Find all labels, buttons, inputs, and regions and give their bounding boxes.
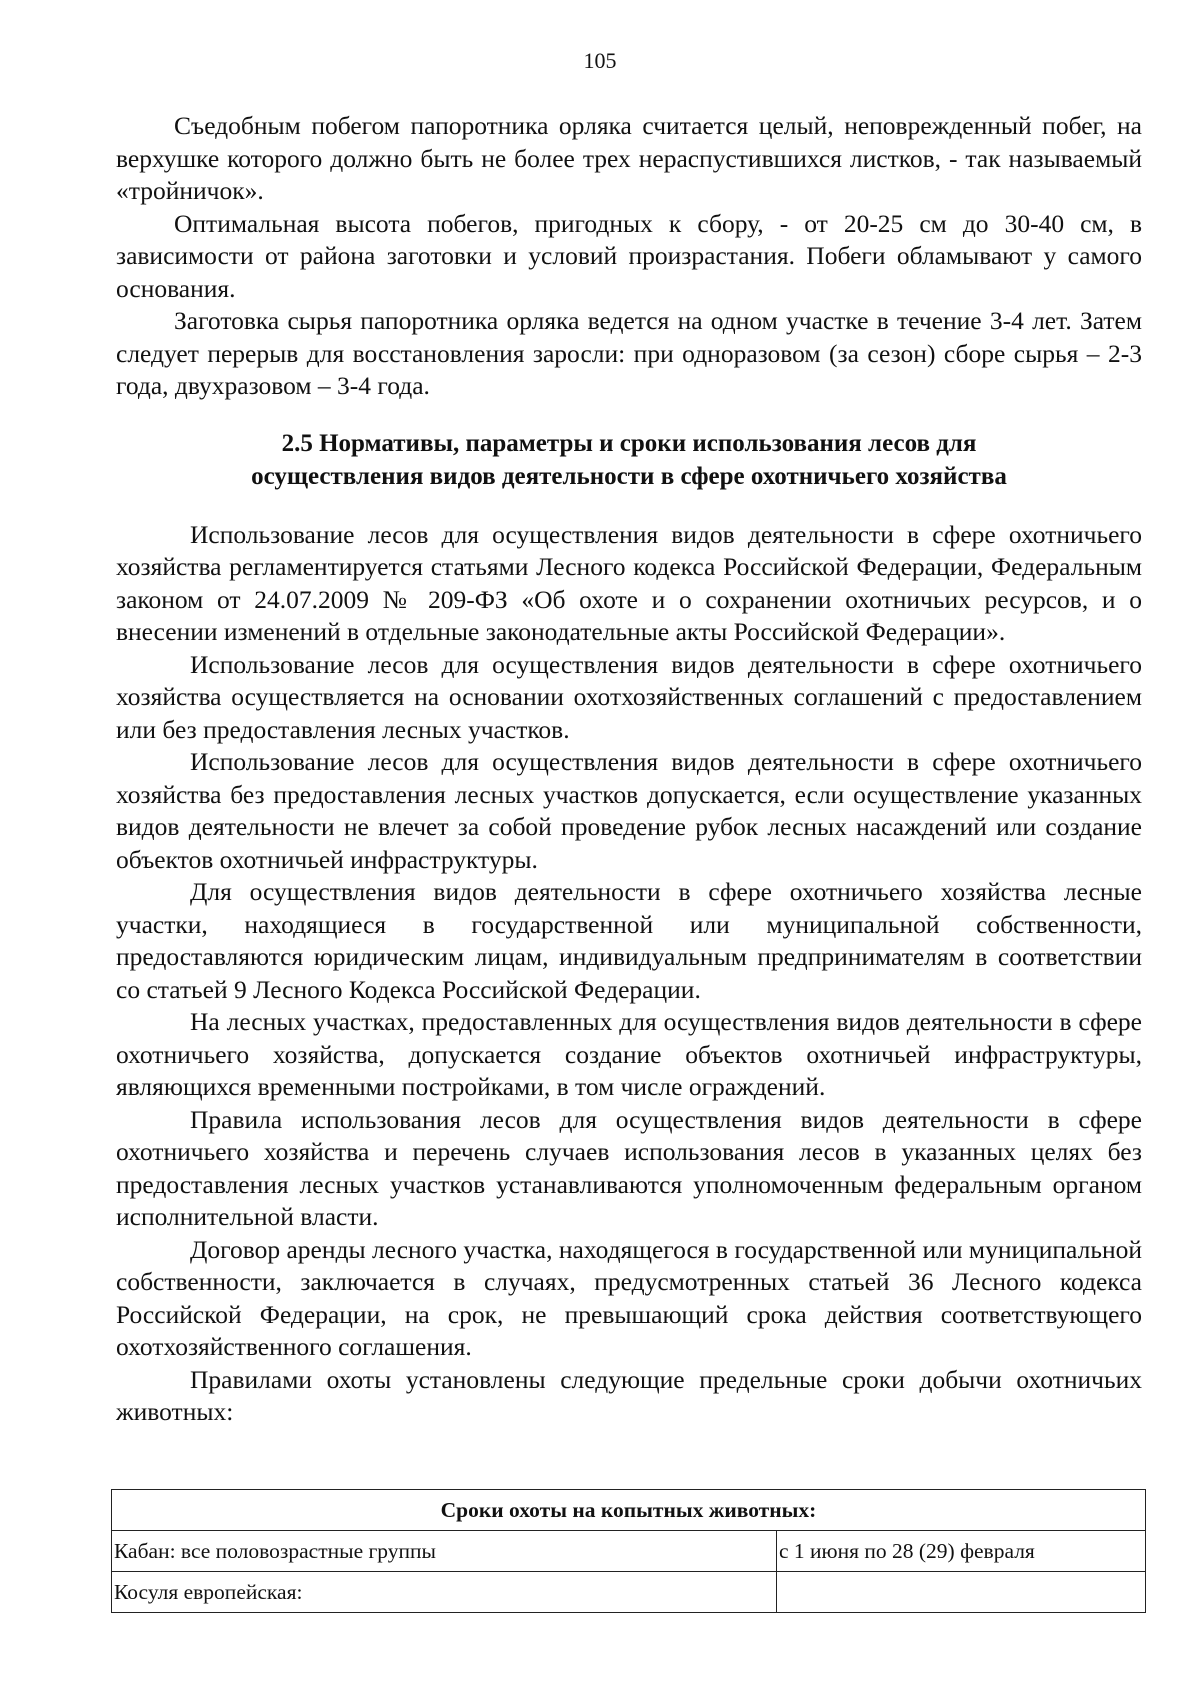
table-row xyxy=(112,1572,1146,1613)
table-cell-period: с 1 июня по 28 (29) февраля xyxy=(777,1531,1146,1572)
paragraph-hunting-terms: Правилами охоты установлены следующие предельные сроки добычи охотничьих животных: xyxy=(116,1364,1142,1426)
table-header-cell: Сроки охоты на копытных животных: xyxy=(112,1490,1146,1531)
paragraph-plots-provision: Для осуществления видов деятельности в сфере охотничьего хозяйства лесные участки, находящиеся в государственной или муниципальной собственности, предоставляются юридическим лицам, индивидуальным предпринимателям в соответствии со статьей 9 Лесного Кодекса Российской Федерации. xyxy=(116,877,1142,1004)
table-cell-animal: Кабан: все половозрастные группы xyxy=(112,1531,777,1572)
paragraph-harvest-cycle: Заготовка сырья папоротника орляка ведется на одном участке в течение 3-4 лет. Затем следует перерыв для восстановления заросли: при одноразовом (за сезон) сборе сырья – 2-3 года, двухразовом – 3-4 года. xyxy=(116,306,1142,400)
paragraph-lease: Договор аренды лесного участка, находящегося в государственной или муниципальной собственности, заключается в случаях, предусмотренных статьей 36 Лесного кодекса Российской Федерации, на срок, не превышающий срока действия соответствующего охотхозяйственного соглашения. xyxy=(116,1234,1142,1361)
paragraph-regulation: Использование лесов для осуществления видов деятельности в сфере охотничьего хозяйства регламентируется статьями Лесного кодекса Российской Федерации, Федеральным законом от 24.07.2009 № 209-ФЗ «Об охоте и о сохранении охотничьих ресурсов, и о внесении изменений в отдельные законодательные акты Российской Федерации». xyxy=(116,519,1142,646)
table-cell-animal: Косуля европейская: xyxy=(112,1572,777,1613)
page-number: 105 xyxy=(583,48,617,73)
paragraph-rules: Правила использования лесов для осуществления видов деятельности в сфере охотничьего хозяйства и перечень случаев использования лесов в указанных целях без предоставления лесных участков устанавливаются уполномоченным федеральным органом исполнительной власти. xyxy=(116,1104,1142,1231)
hunting-terms-table xyxy=(111,1489,1146,1613)
table-header-row xyxy=(112,1490,1146,1531)
paragraph-fern-shoot: Съедобным побегом папоротника орляка считается целый, неповрежденный побег, на верхушке которого должно быть не более трех нераспустившихся листков, - так называемый «тройничок». xyxy=(116,111,1142,205)
paragraph-infrastructure: На лесных участках, предоставленных для осуществления видов деятельности в сфере охотничьего хозяйства, допускается создание объектов охотничьей инфраструктуры, являющихся временными постройками, в том числе ограждений. xyxy=(116,1007,1142,1101)
section-heading xyxy=(116,427,1142,493)
paragraph-without-plots: Использование лесов для осуществления видов деятельности в сфере охотничьего хозяйства без предоставления лесных участков допускается, если осуществление указанных видов деятельности не влечет за собой проведение рубок лесных насаждений или создание объектов охотничьей инфраструктуры. xyxy=(116,747,1142,874)
paragraph-shoot-height: Оптимальная высота побегов, пригодных к сбору, - от 20-25 см до 30-40 см, в зависимости от района заготовки и условий произрастания. Побеги обламывают у самого основания. xyxy=(116,208,1142,303)
table-row xyxy=(112,1531,1146,1572)
paragraph-agreements: Использование лесов для осуществления видов деятельности в сфере охотничьего хозяйства осуществляется на основании охотхозяйственных соглашений с предоставлением или без предоставления лесных участков. xyxy=(116,649,1142,744)
page-content xyxy=(116,110,1142,1429)
section-heading-line-2: осуществления видов деятельности в сфере охотничьего хозяйства xyxy=(251,462,1007,490)
table-cell-period xyxy=(777,1572,1146,1613)
section-heading-line-1: 2.5 Нормативы, параметры и сроки использования лесов для xyxy=(281,429,977,457)
